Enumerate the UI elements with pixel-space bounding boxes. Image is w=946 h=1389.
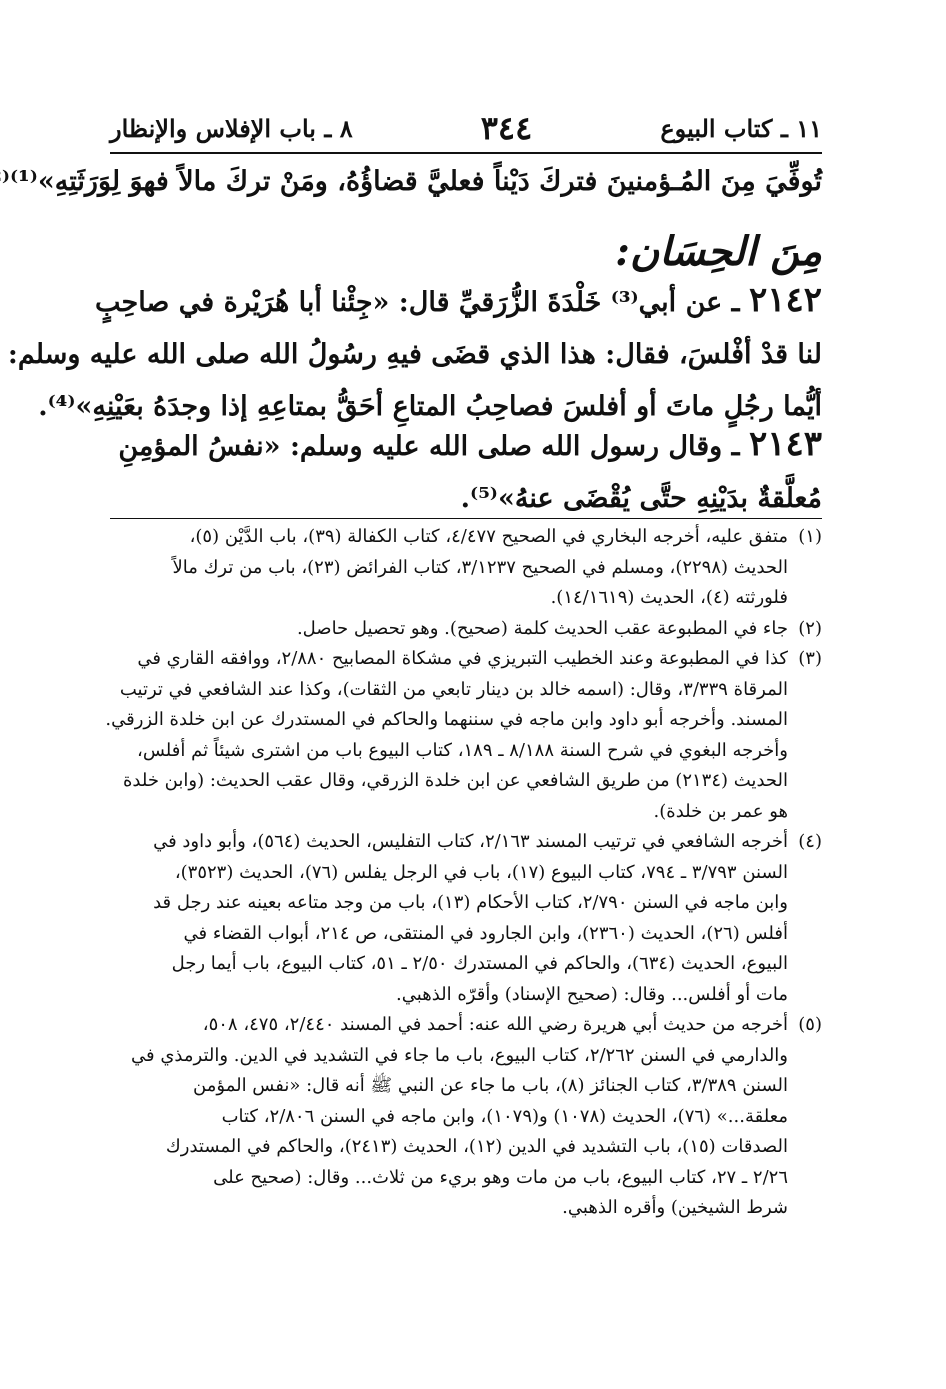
hadith-text: ـ عن أبي⁽³⁾ خَلْدَةَ الزُّرَقيِّ قال: «جِئْنا أبا هُرَيْرة في صاحِبٍ (95, 287, 740, 318)
footnote-line: الصدقات (١٥)، باب التشديد في الدين (١٢)، الحديث (٢٤١٣)، والحاكم في المستدرك (165, 1136, 788, 1157)
footnote-line: أفلس (٢٦)، الحديث (٢٣٦٠)، وابن الجارود في المنتقى، ص ٢١٤، أبواب القضاء في (183, 922, 788, 944)
footnote-number: (٣) (798, 648, 822, 669)
footnote-number: (١) (798, 526, 822, 547)
hadith-line (110, 418, 822, 473)
footnote-line: وأخرجه البغوي في شرح السنة ٨/١٨٨ ـ ١٨٩، كتاب البيوع باب من اشترى شيئاً ثم أفلس، (137, 739, 788, 761)
footnote-line: مات أو أفلس... وقال: (صحيح الإسناد) وأقرّه الذهبي. (396, 983, 788, 1005)
footnote-line: هو عمر بن خلدة). (653, 800, 788, 822)
footnote-line: الحديث (٢١٣٤) من طريق الشافعي عن ابن خلدة الزرقي، وقال عقب الحديث: (وابن خلدة (122, 770, 788, 791)
footnote-line: المرقاة ٣/٣٣٩، وقال: (اسمه خالد بن دينار تابعي من الثقات)، وكذا عند الشافعي في ترتيب (119, 678, 788, 700)
section-heading: مِنَ الحِسَان: (615, 228, 822, 275)
hadith-line: مُعلَّقةٌ بدَيْنِهِ حتَّى يُقْضَى عنهُ»⁽⁵⁾. (460, 483, 822, 514)
footnote-3 (105, 644, 822, 827)
footnote-5 (110, 1010, 822, 1224)
hadith-2142 (7, 274, 822, 433)
footnote-rule (110, 518, 822, 519)
footnote-number: (٤) (798, 831, 822, 852)
continuation-line: تُوفِّيَ مِنَ المُـؤمنينَ فتركَ دَيْناً فعليَّ قضاؤُهُ، ومَنْ تركَ مالاً فهوَ لِوَرَثَتِهِ»⁽¹⁾⁽ (1, 166, 822, 197)
footnote-line: المسند. وأخرجه أبو داود وابن ماجه في سننهما والحاكم في المستدرك عن ابن خلدة الزرقي. (105, 709, 788, 730)
footnote-2 (110, 614, 822, 645)
footnotes (105, 522, 822, 1224)
footnote-line: السنن ٣/٧٩٣ ـ ٧٩٤، كتاب البيوع (١٧)، باب في الرجل يفلس (٧٦)، الحديث (٣٥٢٣)، (174, 861, 788, 883)
footnote-line: الحديث (٢٢٩٨)، ومسلم في الصحيح ٣/١٢٣٧، كتاب الفرائض (٢٣)، باب من ترك مالاً (172, 556, 788, 578)
header-chapter: ١١ ـ كتاب البيوع (660, 113, 822, 143)
footnote-line: كذا في المطبوعة وعند الخطيب التبريزي في مشكاة المصابيح ٢/٨٨٠، ووافقه القاري في (137, 648, 788, 669)
footnote-line: أخرجه من حديث أبي هريرة رضي الله عنه: أحمد في المسند ٢/٤٤٠، ٤٧٥، ٥٠٨، (202, 1014, 788, 1035)
footnote-line: السنن ٣/٣٨٩، كتاب الجنائز (٨)، باب ما جاء عن النبي ﷺ أنه قال: «نفس المؤمن (193, 1075, 788, 1096)
page-number: ٣٤٤ (480, 109, 533, 147)
footnote-line: وابن ماجه في السنن ٢/٧٩٠، كتاب الأحكام (١٣)، باب من وجد متاعه بعينه عند رجل قد (153, 892, 788, 913)
footnote-line: معلقة...» (٧٦)، الحديث (١٠٧٨) و(١٠٧٩)، وابن ماجه في السنن ٢/٨٠٦، كتاب (221, 1105, 788, 1127)
hadith-line: لنا قدْ أفْلسَ، فقال: هذا الذي قضَى فيهِ رسُولُ الله صلى الله عليه وسلم: (7, 339, 822, 370)
hadith-line (95, 274, 822, 329)
header-rule (110, 152, 822, 154)
hadith-line: أيُّما رجُلٍ ماتَ أو أفلسَ فصاحِبُ المتاعِ أحَقُّ بمتاعِهِ إذا وجدَهُ بعَيْنِهِ»⁽⁴⁾. (38, 391, 822, 422)
main-text-top (1, 156, 822, 208)
footnote-number: (٢) (798, 617, 822, 639)
footnote-4 (110, 827, 822, 1010)
footnote-line: فلورثته (٤)، الحديث (١٤/١٦١٩). (550, 587, 788, 608)
footnote-line: والدارمي في السنن ٢/٢٦٢، كتاب البيوع، باب ما جاء في التشديد في الدين. والترمذي في (131, 1044, 788, 1066)
footnote-line: جاء في المطبوعة عقب الحديث كلمة (صحيح). وهو تحصيل حاصل. (296, 617, 788, 639)
page-header (110, 108, 822, 148)
hadith-number: ٢١٤٣ (748, 424, 822, 464)
footnote-line: متفق عليه، أخرجه البخاري في الصحيح ٤/٤٧٧، كتاب الكفالة (٣٩)، باب الدَّيْن (٥)، (189, 526, 788, 547)
hadith-text: ـ وقال رسول الله صلى الله عليه وسلم: «نفسُ المؤمِنِ (118, 431, 740, 462)
footnote-line: شرط الشيخين) وأقره الذهبي. (562, 1197, 788, 1218)
footnote-1 (110, 522, 822, 614)
footnote-line: أخرجه الشافعي في ترتيب المسند ٢/١٦٣، كتاب التفليس، الحديث (٥٦٤)، وأبو داود في (153, 831, 788, 852)
hadith-number: ٢١٤٢ (748, 280, 822, 320)
header-section: ٨ ـ باب الإفلاس والإنظار (110, 113, 353, 143)
hadith-2143 (110, 418, 822, 525)
footnote-line: ٢/٢٦ ـ ٢٧، كتاب البيوع، باب من مات وهو بريء من ثلاث... وقال: (صحيح على (213, 1166, 788, 1188)
footnote-number: (٥) (798, 1014, 822, 1035)
footnote-line: البيوع، الحديث (٦٣٤)، والحاكم في المستدرك ٢/٥٠ ـ ٥١، كتاب البيوع، باب أيما رجل (171, 953, 788, 974)
